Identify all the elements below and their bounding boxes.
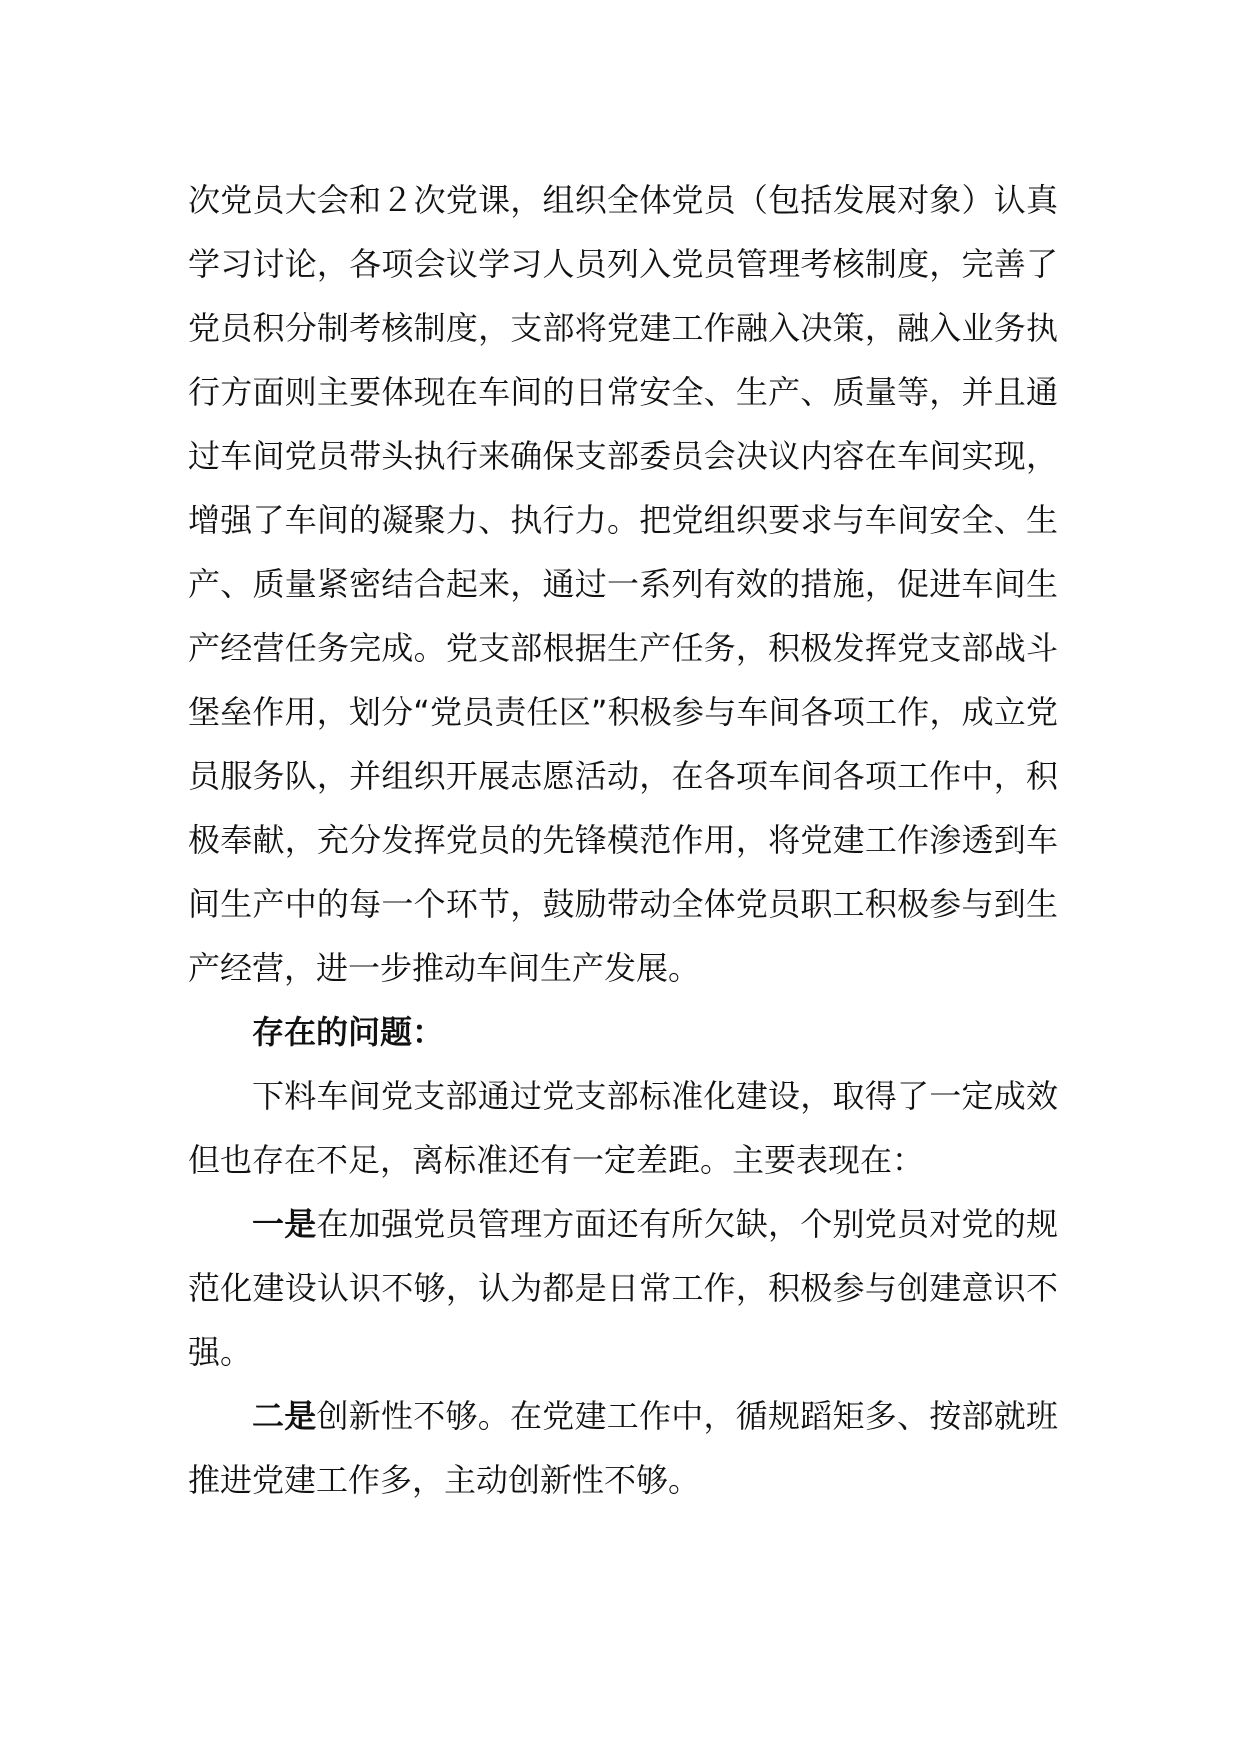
document-body	[188, 168, 1058, 1512]
continuation-paragraph: 次党员大会和２次党课，组织全体党员（包括发展对象）认真学习讨论，各项会议学习人员列入党员管理考核制度，完善了党员积分制考核制度，支部将党建工作融入决策，融入业务执行方面则主要体现在车间的日常安全、生产、质量等，并且通过车间党员带头执行来确保支部委员会决议内容在车间实现，增强了车间的凝聚力、执行力。把党组织要求与车间安全、生产、质量紧密结合起来，通过一系列有效的措施，促进车间生产经营任务完成。党支部根据生产任务，积极发挥党支部战斗堡垒作用，划分“党员责任区”积极参与车间各项工作，成立党员服务队，并组织开展志愿活动，在各项车间各项工作中，积极奉献，充分发挥党员的先锋模范作用，将党建工作渗透到车间生产中的每一个环节，鼓励带动全体党员职工积极参与到生产经营，进一步推动车间生产发展。	[188, 181, 1058, 987]
point-one-paragraph	[188, 1192, 1058, 1384]
point-two-paragraph	[188, 1384, 1058, 1512]
point-two-lead: 二是	[252, 1397, 317, 1435]
point-one-text: 在加强党员管理方面还有所欠缺，个别党员对党的规范化建设认识不够，认为都是日常工作，积极参与创建意识不强。	[188, 1205, 1058, 1371]
problems-intro-paragraph: 下料车间党支部通过党支部标准化建设，取得了一定成效但也存在不足，离标准还有一定差距。主要表现在：	[188, 1077, 1058, 1179]
problems-heading: 存在的问题：	[252, 1013, 445, 1051]
point-one-lead: 一是	[252, 1205, 317, 1243]
point-two-text: 创新性不够。在党建工作中，循规蹈矩多、按部就班推进党建工作多，主动创新性不够。	[188, 1397, 1058, 1499]
